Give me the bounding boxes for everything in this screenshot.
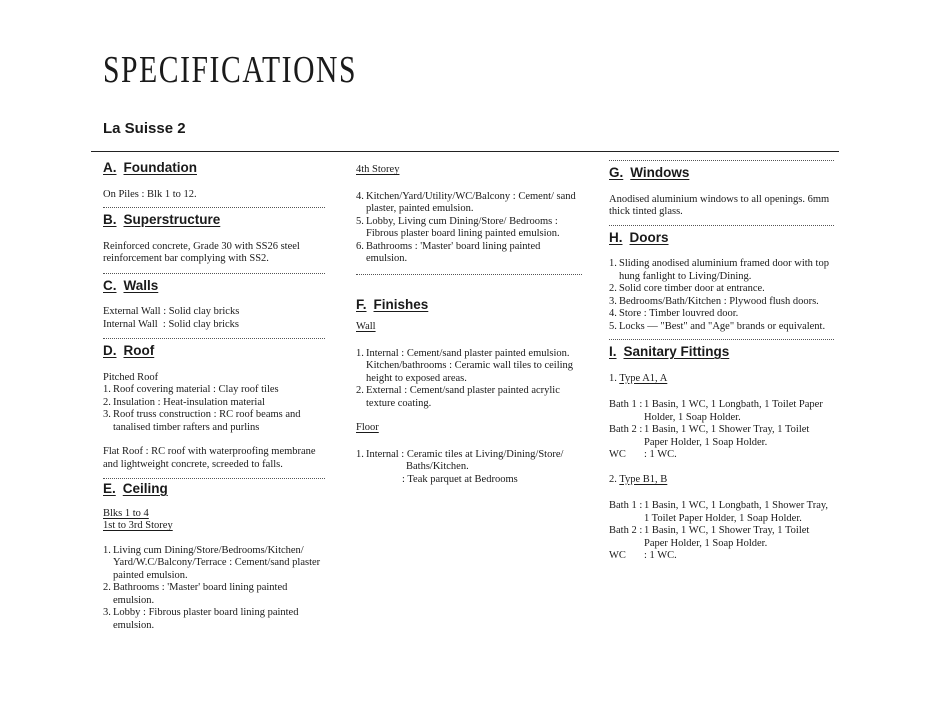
type-a-list [609, 399, 834, 462]
type-b-list [609, 500, 834, 563]
floor-finish-list [356, 449, 582, 487]
section-c-title: C. Walls [103, 277, 159, 293]
external-wall-text: External Wall : Solid clay bricks [103, 306, 240, 317]
list-item: 1. Internal : Cement/sand plaster painted emulsion. Kitchen/bathrooms : Ceramic wall tiles to ceiling height to exposed areas. [356, 347, 574, 384]
floor-label: Floor [356, 422, 379, 433]
section-a-text: On Piles : Blk 1 to 12. [103, 188, 197, 200]
doors-list [609, 258, 834, 333]
page-title: SPECIFICATIONS [103, 49, 358, 91]
ceiling-list-4th [356, 191, 582, 266]
divider [609, 160, 834, 161]
section-f-title: F. Finishes [356, 296, 429, 312]
list-item: 6. Bathrooms : 'Master' board lining painted emulsion. [356, 240, 541, 264]
list-item: 2. External : Cement/sand plaster painted acrylic texture coating. [356, 385, 560, 409]
blocks-label: Blks 1 to 4 [103, 507, 149, 519]
section-a-title: A. Foundation [103, 160, 197, 175]
list-item: 5. Lobby, Living cum Dining/Store/ Bedrooms : Fibrous plaster board lining painted emulsion. [356, 215, 560, 239]
storey-label: 1st to 3rd Storey [103, 520, 173, 531]
list-item: Bath 2 : 1 Basin, 1 WC, 1 Shower Tray, 1 Toilet Paper Holder, 1 Soap Holder. [609, 424, 810, 448]
wall-finish-list [356, 348, 582, 411]
divider [103, 207, 325, 208]
list-item: 5. Locks — "Best" and "Age" brands or equivalent. [609, 320, 826, 332]
divider [356, 274, 582, 275]
divider [609, 339, 834, 340]
column-middle [356, 158, 582, 486]
divider [609, 225, 834, 226]
list-item: 1. Living cum Dining/Store/Bedrooms/Kitchen/ Yard/W.C/Balcony/Terrace : Cement/sand plaster painted emulsion. [103, 544, 321, 581]
list-item: 2. Solid core timber door at entrance. [609, 283, 765, 294]
ceiling-list [103, 545, 325, 633]
list-item: Bath 1 : 1 Basin, 1 WC, 1 Longbath, 1 Toilet Paper Holder, 1 Soap Holder. [609, 399, 823, 423]
divider [103, 478, 325, 479]
flat-roof-text: Flat Roof : RC roof with waterproofing membrane and lightweight concrete, screeded to falls. [103, 446, 316, 470]
section-h-title: H. Doors [609, 229, 669, 245]
roof-list [103, 384, 325, 434]
list-item: 2. Bathrooms : 'Master' board lining painted emulsion. [103, 582, 288, 606]
section-b-text: Reinforced concrete, Grade 30 with SS26 steel reinforcement bar complying with SS2. [103, 240, 300, 264]
list-item: WC : 1 WC. [609, 449, 677, 460]
list-item: 4. Kitchen/Yard/Utility/WC/Balcony : Cement/ sand plaster, painted emulsion. [356, 190, 576, 214]
header-rule [91, 151, 839, 152]
wall-label: Wall [356, 321, 376, 332]
internal-wall-text: Internal Wall : Solid clay bricks [103, 318, 240, 330]
section-i-title: I. Sanitary Fittings [609, 344, 730, 359]
section-g-text: Anodised aluminium windows to all openings. 6mm thick tinted glass. [609, 193, 830, 217]
project-name: La Suisse 2 [103, 120, 186, 137]
list-item: Bath 2 : 1 Basin, 1 WC, 1 Shower Tray, 1 Toilet Paper Holder, 1 Soap Holder. [609, 525, 810, 549]
divider [103, 338, 325, 339]
column-right [609, 158, 834, 563]
pitched-roof-label: Pitched Roof [103, 371, 159, 383]
list-item: 1. Roof covering material : Clay roof tiles [103, 384, 279, 395]
list-item: 1. Internal : Ceramic tiles at Living/Dining/Store/ Baths/Kitchen. : Teak parquet at Bedrooms [356, 448, 564, 485]
list-item: 3. Lobby : Fibrous plaster board lining painted emulsion. [103, 607, 299, 631]
type-b-heading: 2. Type B1, B [609, 473, 668, 485]
list-item: 1. Sliding anodised aluminium framed door with top hung fanlight to Living/Dining. [609, 258, 829, 282]
section-g-title: G. Windows [609, 165, 690, 180]
section-d-title: D. Roof [103, 343, 155, 358]
section-b-title: B. Superstructure [103, 212, 221, 227]
fourth-storey-label: 4th Storey [356, 164, 400, 175]
type-a-heading: 1. Type A1, A [609, 372, 668, 384]
list-item: 2. Insulation : Heat-insulation material [103, 396, 265, 408]
list-item: 3. Roof truss construction : RC roof beams and tanalised timber rafters and purlins [103, 409, 301, 433]
list-item: WC : 1 WC. [609, 550, 677, 561]
column-left [103, 158, 325, 632]
list-item: 3. Bedrooms/Bath/Kitchen : Plywood flush doors. [609, 295, 819, 307]
section-e-title: E. Ceiling [103, 481, 168, 496]
list-item: 4. Store : Timber louvred door. [609, 308, 739, 319]
divider [103, 273, 325, 274]
list-item: Bath 1 : 1 Basin, 1 WC, 1 Longbath, 1 Shower Tray, 1 Toilet Paper Holder, 1 Soap Holder. [609, 500, 829, 524]
